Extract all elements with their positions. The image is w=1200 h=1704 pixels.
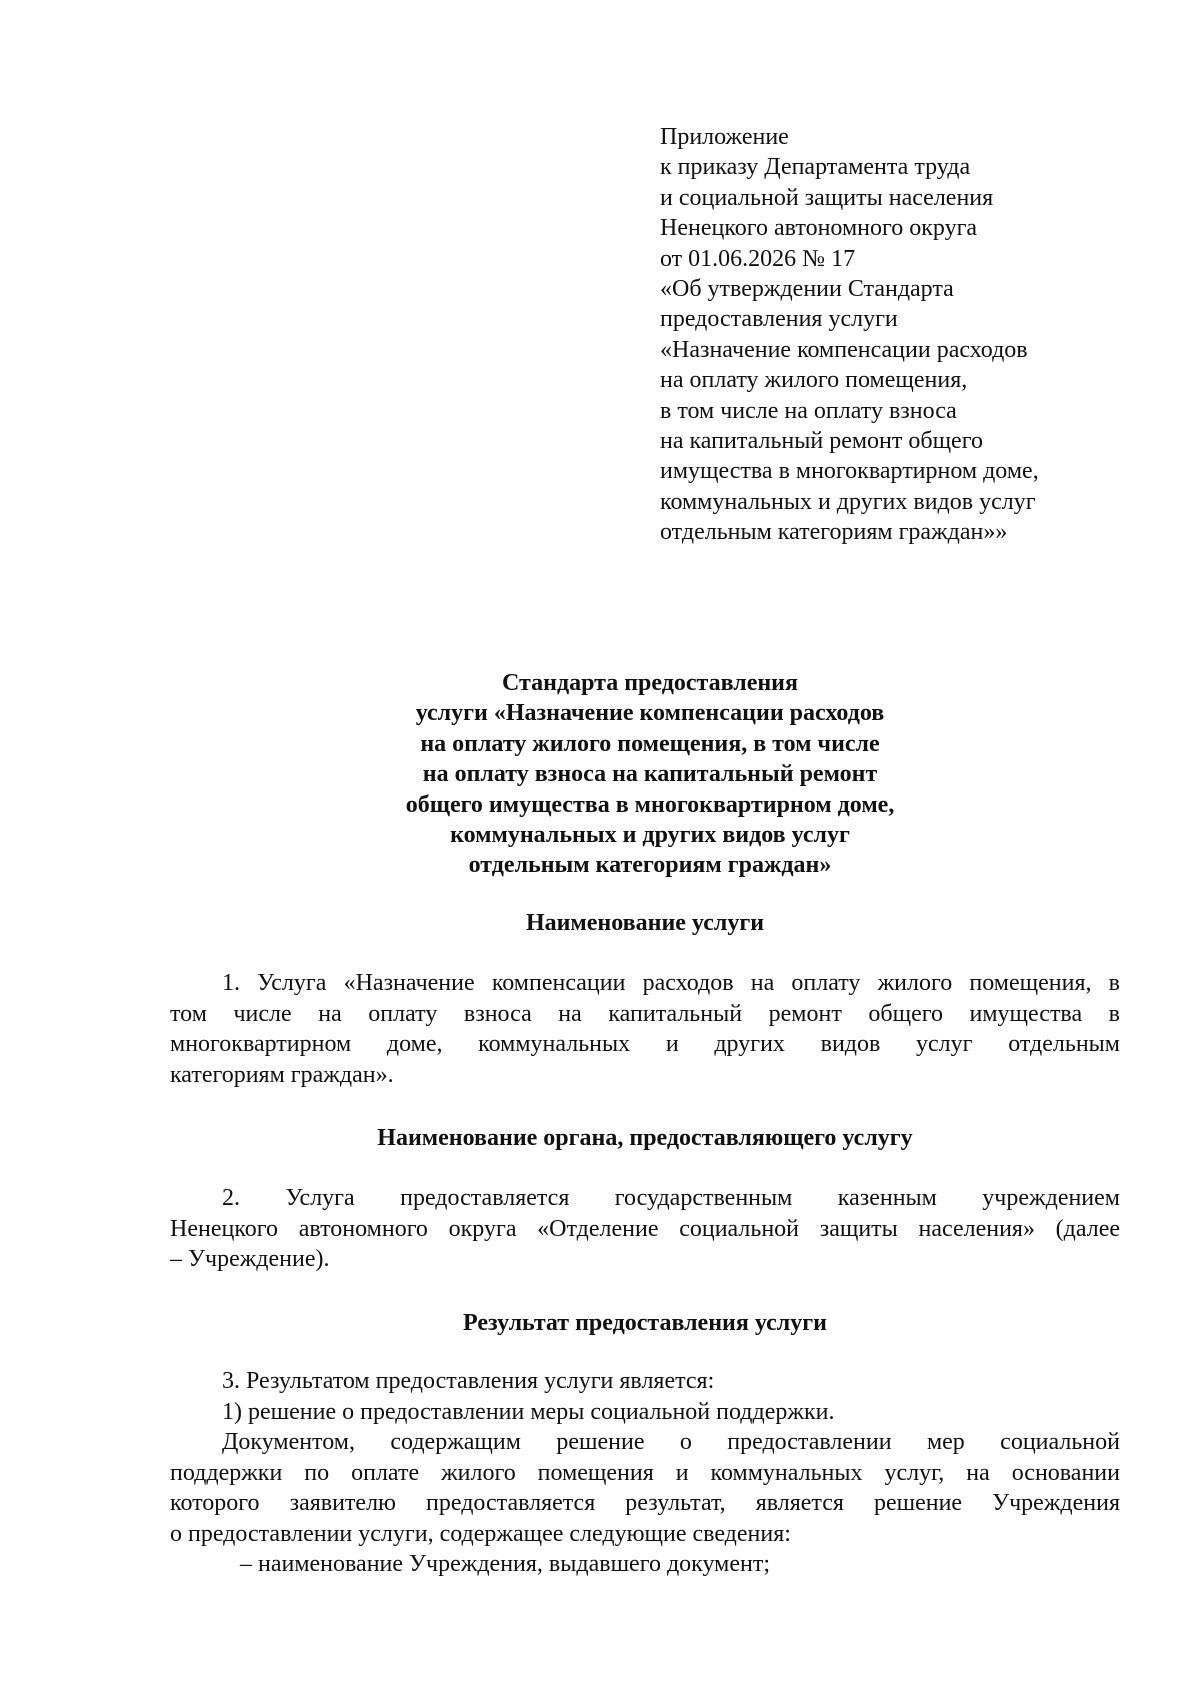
appendix-line: Приложение — [660, 124, 789, 150]
appendix-line: к приказу Департамента труда — [660, 154, 971, 181]
title-line: на оплату взноса на капитальный ремонт — [422, 761, 878, 788]
section-heading-result: Результат предоставления услуги — [463, 1310, 827, 1336]
title-line: коммунальных и других видов услуг — [450, 822, 850, 849]
section-paragraph-3 — [170, 1366, 1120, 1580]
paragraph-line: категориям граждан». — [170, 1061, 394, 1088]
paragraph-line: 3. Результатом предоставления услуги является: — [222, 1368, 715, 1394]
appendix-line: Ненецкого автономного округа — [660, 215, 978, 242]
paragraph-line: 1) решение о предоставлении меры социальной поддержки. — [222, 1398, 835, 1425]
appendix-line: коммунальных и других видов услуг — [660, 488, 1036, 515]
paragraph-line: 1. Услуга «Назначение компенсации расходов на оплату жилого помещения, в — [222, 970, 1120, 996]
paragraph-line: 2. Услуга предоставляется государственным казенным учреждением — [222, 1185, 1120, 1211]
appendix-line: имущества в многоквартирном доме, — [660, 458, 1039, 485]
title-line: услуги «Назначение компенсации расходов — [415, 700, 885, 727]
appendix-line: и социальной защиты населения — [660, 184, 994, 211]
section-paragraph-2 — [170, 1183, 1120, 1275]
paragraph-line: о предоставлении услуги, содержащее следующие сведения: — [170, 1520, 791, 1547]
paragraph-line: – наименование Учреждения, выдавшего документ; — [240, 1551, 771, 1577]
appendix-line: отдельным категориям граждан»» — [660, 519, 1008, 546]
appendix-line: от 01.06.2026 № 17 — [660, 245, 856, 272]
title-line: общего имущества в многоквартирном доме, — [405, 791, 895, 818]
paragraph-line: которого заявителю предоставляется результат, является решение Учреждения — [170, 1490, 1120, 1516]
appendix-line: на оплату жилого помещения, — [660, 367, 968, 394]
title-line: отдельным категориям граждан» — [468, 852, 832, 879]
appendix-line: на капитальный ремонт общего — [660, 428, 983, 455]
section-heading-service-name: Наименование услуги — [525, 910, 765, 936]
title-line: на оплату жилого помещения, в том числе — [420, 730, 880, 757]
appendix-line: «Назначение компенсации расходов — [660, 336, 1028, 363]
title-line: Стандарта предоставления — [502, 670, 798, 696]
section-paragraph-1 — [170, 968, 1120, 1090]
appendix-block — [660, 122, 1160, 548]
paragraph-line: Документом, содержащим решение о предоставлении мер социальной — [222, 1429, 1120, 1455]
paragraph-line: том числе на оплату взноса на капитальный ремонт общего имущества в — [170, 1000, 1120, 1027]
paragraph-line: поддержки по оплате жилого помещения и коммунальных услуг, на основании — [170, 1459, 1120, 1486]
appendix-line: предоставления услуги — [660, 306, 898, 333]
section-heading-authority: Наименование органа, предоставляющего услугу — [377, 1125, 913, 1151]
appendix-line: «Об утверждении Стандарта — [660, 276, 954, 303]
paragraph-line: – Учреждение). — [170, 1246, 330, 1272]
appendix-line: в том числе на оплату взноса — [660, 397, 957, 424]
document-title — [200, 668, 1100, 881]
paragraph-line: Ненецкого автономного округа «Отделение социальной защиты населения» (далее — [170, 1215, 1120, 1242]
paragraph-line: многоквартирном доме, коммунальных и других видов услуг отдельным — [170, 1031, 1120, 1057]
